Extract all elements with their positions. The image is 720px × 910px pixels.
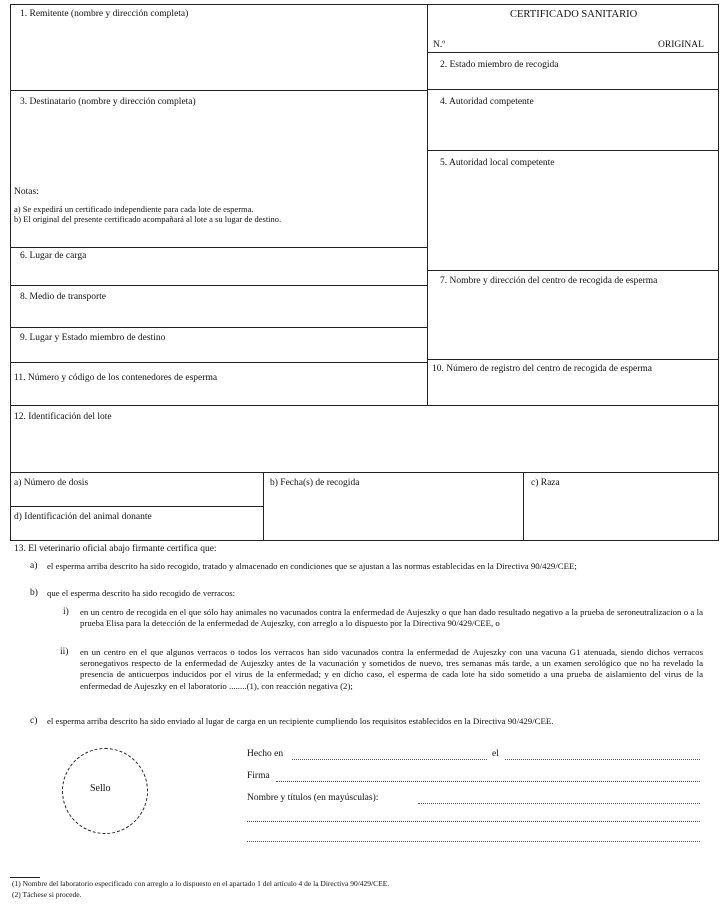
note-a: a) Se expedirá un certificado independiente para cada lote de esperma. bbox=[14, 204, 254, 214]
box-11-label: 11. Número y código de los contenedores de esperma bbox=[14, 373, 218, 383]
divider bbox=[10, 247, 427, 248]
note-b: b) El original del presente certificado acompañará al lote a su lugar de destino. bbox=[14, 214, 282, 224]
box-6-label: 6. Lugar de carga bbox=[20, 251, 87, 261]
footnote-1: (1) Nombre del laboratorio especificado con arreglo a lo dispuesto en el apartado 1 del artículo 4 de la Directiva 90/429/CEE. bbox=[12, 879, 390, 888]
box-d-label: d) Identificación del animal donante bbox=[14, 512, 152, 522]
column-divider bbox=[263, 472, 264, 540]
signature-label: Firma bbox=[247, 771, 270, 781]
name-line-3[interactable] bbox=[247, 841, 700, 842]
certification-intro: 13. El veterinario oficial abajo firmante certifica que: bbox=[14, 544, 217, 554]
name-line-2[interactable] bbox=[247, 821, 700, 822]
border-top bbox=[10, 4, 719, 5]
item-c-marker: c) bbox=[30, 716, 38, 726]
box-2-label: 2. Estado miembro de recogida bbox=[440, 60, 559, 70]
original-label: ORIGINAL bbox=[658, 40, 704, 50]
column-divider bbox=[427, 4, 428, 405]
date-line[interactable] bbox=[505, 759, 700, 760]
border-right bbox=[718, 4, 719, 540]
item-i-marker: i) bbox=[63, 607, 69, 617]
box-10-label: 10. Número de registro del centro de recogida de esperma bbox=[432, 364, 652, 374]
divider bbox=[427, 52, 718, 53]
divider bbox=[427, 89, 718, 90]
item-b-text: que el esperma descrito ha sido recogido de verracos: bbox=[47, 588, 236, 598]
box-9-label: 9. Lugar y Estado miembro de destino bbox=[20, 333, 166, 343]
footnote-rule bbox=[10, 877, 40, 878]
certificate-number-label: N.º bbox=[433, 40, 446, 50]
box-3-label: 3. Destinatario (nombre y dirección completa) bbox=[20, 97, 196, 107]
box-5-label: 5. Autoridad local competente bbox=[440, 158, 555, 168]
item-c-text: el esperma arriba descrito ha sido enviado al lugar de carga en un recipiente cumpliendo los requisitos establecidos en la Directiva 90/429/CEE. bbox=[47, 716, 554, 726]
divider bbox=[10, 506, 263, 507]
box-b-label: b) Fecha(s) de recogida bbox=[270, 478, 360, 488]
item-ii-marker: ii) bbox=[60, 647, 69, 657]
box-7-label: 7. Nombre y dirección del centro de recogida de esperma bbox=[440, 276, 658, 286]
box-8-label: 8. Medio de transporte bbox=[20, 292, 107, 302]
divider bbox=[427, 150, 718, 151]
divider bbox=[427, 359, 718, 360]
item-a-text: el esperma arriba descrito ha sido recogido, tratado y almacenado en condiciones que se ajustan a las normas establecidas en la Directiva 90/429/CEE; bbox=[47, 561, 577, 571]
date-label: el bbox=[492, 749, 499, 759]
box-c-label: c) Raza bbox=[531, 478, 560, 488]
border-left bbox=[10, 4, 11, 540]
done-at-line[interactable] bbox=[292, 759, 487, 760]
signature-line[interactable] bbox=[276, 781, 700, 782]
divider bbox=[10, 327, 427, 328]
certificate-title: CERTIFICADO SANITARIO bbox=[510, 9, 638, 20]
name-line[interactable] bbox=[418, 803, 700, 804]
divider bbox=[10, 285, 427, 286]
seal-label: Sello bbox=[90, 783, 111, 794]
box-1-label: 1. Remitente (nombre y dirección completa) bbox=[20, 9, 189, 19]
divider bbox=[10, 90, 427, 91]
divider bbox=[10, 540, 719, 541]
item-a-marker: a) bbox=[30, 561, 38, 571]
box-12-label: 12. Identificación del lote bbox=[14, 412, 112, 422]
item-b-marker: b) bbox=[30, 588, 38, 598]
footnote-2: (2) Táchese si procede. bbox=[12, 890, 82, 899]
box-4-label: 4. Autoridad competente bbox=[440, 97, 534, 107]
item-i-text: en un centro de recogida en el que sólo hay animales no vacunados contra la enfermedad de Aujeszky o que han dado resultado negativo a la prueba de seroneutralizacion o a la prueba Elisa para la detección de la enfermedad de Aujeszky, con arreglo a lo dispuesto por la Directiva 90/429/CEE, o bbox=[80, 607, 703, 629]
item-ii-text: en un centro en el que algunos verracos o todos los verracos han sido vacunados contra la enfermedad de Aujeszky con una vacuna G1 atenuada, siendo dichos verracos seronegativos respecto de la enfermedad de Aujeszky antes de la vacunación y sometidos de nuevo, tres semanas más tarde, a un examen serológico que no ha revelado la presencia de anticuerpos inducidos por el virus de la enfermedad; y en dicho caso, el esperma de cada lote ha sido sometido a una prueba de aislamiento del virus de la enfermedad de Aujeszky en el laboratorio ........(1), con reacción negativa (2); bbox=[80, 647, 703, 691]
divider bbox=[10, 362, 427, 363]
divider bbox=[427, 270, 718, 271]
name-title-label: Nombre y títulos (en mayúsculas): bbox=[247, 793, 379, 803]
divider bbox=[10, 405, 719, 406]
column-divider bbox=[523, 472, 524, 540]
notes-title: Notas: bbox=[14, 187, 39, 197]
box-a-label: a) Número de dosis bbox=[14, 478, 89, 488]
divider bbox=[10, 472, 719, 473]
done-at-label: Hecho en bbox=[247, 749, 284, 759]
